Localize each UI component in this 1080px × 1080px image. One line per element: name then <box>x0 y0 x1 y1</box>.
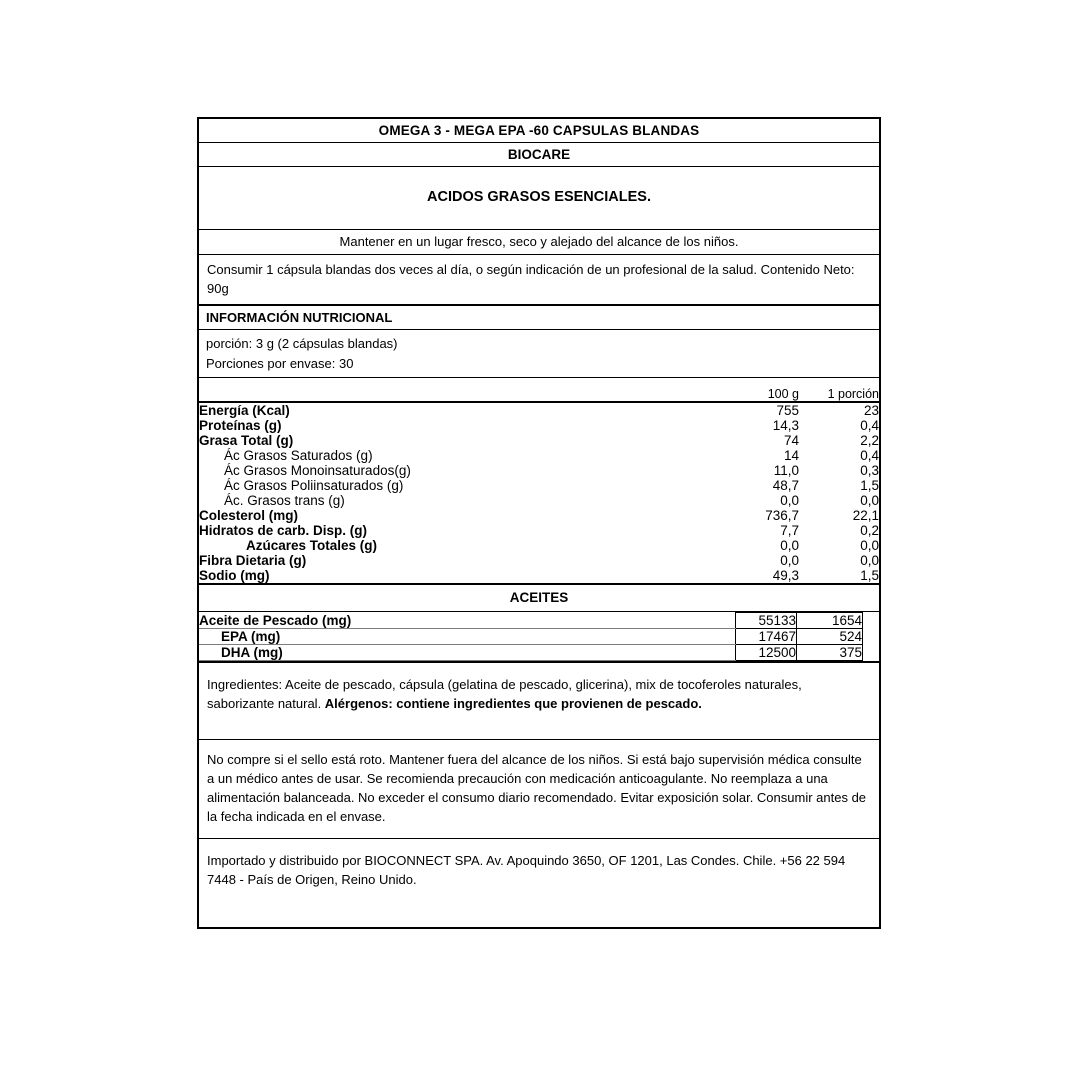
nutrient-value-per-100g: 48,7 <box>772 478 799 493</box>
nutrient-name: Ác Grasos Monoinsaturados(g) <box>224 463 411 478</box>
nutrition-column-headers <box>199 387 879 402</box>
ingredients-text: Ingredientes: Aceite de pescado, cápsula (gelatina de pescado, glicerina), mix de tocoferoles naturales, saborizante natural. <box>207 677 802 711</box>
oil-value-per-100g: 55133 <box>736 613 797 629</box>
oil-row-spacer <box>863 629 880 645</box>
nutrient-row <box>199 553 879 568</box>
nutrient-value-per-100g: 74 <box>783 433 799 448</box>
nutrient-row <box>199 508 879 523</box>
nutrient-value-per-serving: 0,0 <box>860 553 879 568</box>
ingredients-block <box>199 663 879 740</box>
nutrient-value-per-serving: 1,5 <box>860 478 879 493</box>
spacer-cell <box>799 378 879 387</box>
brand-name: BIOCARE <box>199 143 879 167</box>
nutrient-row <box>199 433 879 448</box>
nutrient-name: Hidratos de carb. Disp. (g) <box>199 523 368 538</box>
serving-size: porción: 3 g (2 cápsulas blandas) <box>206 336 398 351</box>
nutrient-name: Sodio (mg) <box>199 568 707 584</box>
nutrition-header-spacer <box>199 378 879 387</box>
nutrient-rows <box>199 402 879 584</box>
spacer-cell <box>199 378 707 387</box>
oil-row-spacer <box>863 645 880 661</box>
nutrient-name: Ác Grasos Poliinsaturados (g) <box>224 478 404 493</box>
nutrient-row <box>199 523 879 538</box>
nutrient-name: Proteínas (g) <box>199 418 282 433</box>
oil-value-per-serving: 375 <box>797 645 863 661</box>
nutrition-table-body <box>199 378 879 402</box>
nutrient-value-per-serving: 0,0 <box>860 493 879 508</box>
column-header-name <box>199 387 707 402</box>
nutrient-value-per-serving: 0,0 <box>860 538 879 553</box>
oil-row <box>199 613 879 629</box>
nutrient-value-per-serving: 22,1 <box>852 508 879 523</box>
nutrient-value-per-serving: 0,4 <box>860 448 879 463</box>
oil-row <box>199 629 879 645</box>
nutrient-value-per-serving: 23 <box>863 403 879 418</box>
nutrient-row <box>199 538 879 553</box>
nutrient-value-per-100g: 0,0 <box>780 493 799 508</box>
oils-section-heading: ACEITES <box>199 585 879 612</box>
nutrient-value-per-100g: 14,3 <box>772 418 799 433</box>
oil-name: EPA (mg) <box>199 629 736 645</box>
nutrient-value-per-100g: 736,7 <box>765 508 799 523</box>
nutrient-value-per-100g: 0,0 <box>780 553 799 568</box>
product-title: OMEGA 3 - MEGA EPA -60 CAPSULAS BLANDAS <box>199 119 879 143</box>
oils-table-body <box>199 613 879 661</box>
oil-value-per-serving: 1654 <box>797 613 863 629</box>
product-category: ACIDOS GRASOS ESENCIALES. <box>199 167 879 230</box>
nutrient-value-per-serving: 0,2 <box>860 523 879 538</box>
nutrient-name: Azúcares Totales (g) <box>246 538 378 553</box>
nutrient-row <box>199 478 879 493</box>
nutrient-row <box>199 493 879 508</box>
nutrient-name: Grasa Total (g) <box>199 433 294 448</box>
nutrient-row <box>199 402 879 418</box>
column-header-per-serving: 1 porción <box>799 387 879 402</box>
nutrient-value-per-100g: 7,7 <box>780 523 799 538</box>
nutrient-row <box>199 418 879 433</box>
column-header-per-100g: 100 g <box>707 387 799 402</box>
oil-row-spacer <box>863 613 880 629</box>
nutrition-table <box>199 378 879 585</box>
nutrient-value-per-100g: 0,0 <box>780 538 799 553</box>
oil-name: Aceite de Pescado (mg) <box>199 613 736 629</box>
oils-table <box>199 612 879 661</box>
nutrient-row <box>199 463 879 478</box>
nutrient-value-per-100g: 49,3 <box>707 568 799 584</box>
nutrient-name: Ác. Grasos trans (g) <box>224 493 345 508</box>
nutrition-facts-panel <box>197 117 881 929</box>
usage-directions: Consumir 1 cápsula blandas dos veces al día, o según indicación de un profesional de la salud. Contenido Neto: 90g <box>199 255 879 306</box>
storage-instructions: Mantener en un lugar fresco, seco y alejado del alcance de los niños. <box>199 230 879 255</box>
nutrient-value-per-serving: 0,3 <box>860 463 879 478</box>
nutrient-value-per-serving: 1,5 <box>799 568 879 584</box>
distributor-block: Importado y distribuido por BIOCONNECT SPA. Av. Apoquindo 3650, OF 1201, Las Condes. Chile. +56 22 594 7448 - País de Origen, Reino Unido. <box>207 853 846 887</box>
nutrient-value-per-100g: 755 <box>776 403 799 418</box>
nutrient-value-per-100g: 14 <box>783 448 799 463</box>
spacer-cell <box>707 378 799 387</box>
nutrient-name: Ác Grasos Saturados (g) <box>224 448 373 463</box>
oil-value-per-100g: 17467 <box>736 629 797 645</box>
nutrient-row <box>199 568 879 584</box>
oil-value-per-100g: 12500 <box>736 645 797 661</box>
nutrient-value-per-100g: 11,0 <box>773 463 799 478</box>
nutrient-row <box>199 448 879 463</box>
nutrition-information-heading: INFORMACIÓN NUTRICIONAL <box>199 306 879 330</box>
oil-row <box>199 645 879 661</box>
warnings-block: No compre si el sello está roto. Mantener fuera del alcance de los niños. Si está bajo supervisión médica consulte a un médico antes de usar. Se recomienda precaución con medicación anticoagulante. No reemplaza a una alimentación balanceada. No exceder el consumo diario recomendado. Evitar exposición solar. Consumir antes de la fecha indicada en el envase. <box>199 740 879 839</box>
oil-value-per-serving: 524 <box>797 629 863 645</box>
oil-name: DHA (mg) <box>199 645 736 661</box>
nutrient-value-per-serving: 2,2 <box>860 433 879 448</box>
allergens-text: Alérgenos: contiene ingredientes que provienen de pescado. <box>324 696 702 711</box>
nutrient-name: Energía (Kcal) <box>199 403 290 418</box>
nutrient-value-per-serving: 0,4 <box>860 418 879 433</box>
servings-per-container: Porciones por envase: 30 <box>206 355 354 371</box>
nutrient-name: Colesterol (mg) <box>199 508 299 523</box>
oils-section <box>199 612 879 663</box>
nutrient-name: Fibra Dietaria (g) <box>199 553 307 568</box>
serving-info <box>199 330 879 378</box>
